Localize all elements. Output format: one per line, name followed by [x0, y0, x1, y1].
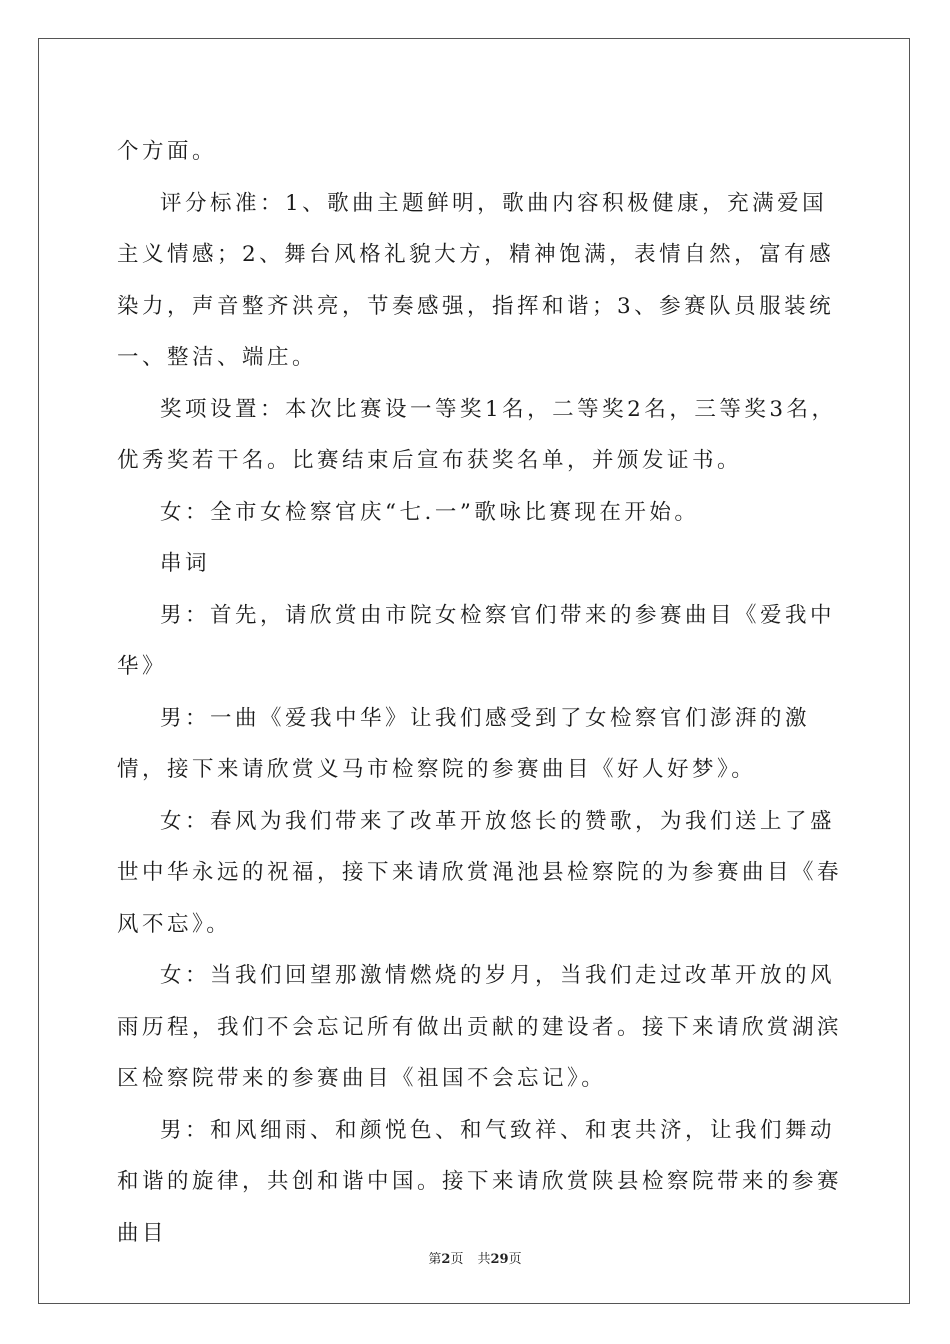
- total-pages-number: 29: [490, 1252, 509, 1267]
- total-prefix: 共: [477, 1252, 491, 1267]
- paragraph-script-line: 男：首先，请欣赏由市院女检察官们带来的参赛曲目《爱我中华》: [117, 602, 836, 679]
- paragraph-script-line: 男：一曲《爱我中华》让我们感受到了女检察官们澎湃的激情，接下来请欣赏义马市检察院的参赛曲目《好人好梦》。: [117, 705, 811, 782]
- page-suffix: 页: [450, 1252, 464, 1267]
- current-page-number: 2: [441, 1252, 451, 1267]
- section-heading-script: 串词: [160, 551, 211, 576]
- paragraph-continuation: 个方面。: [117, 139, 218, 164]
- page-footer: [0, 1248, 950, 1267]
- document-body: [117, 126, 847, 1259]
- paragraph-scoring-criteria: 评分标准：1、歌曲主题鲜明，歌曲内容积极健康，充满爱国主义情感；2、舞台风格礼貌大方，精神饱满，表情自然，富有感染力，声音整齐洪亮，节奏感强，指挥和谐；3、参赛队员服装统一、整洁、端庄。: [117, 190, 835, 370]
- total-suffix: 页: [508, 1252, 522, 1267]
- paragraph-script-line: 女：春风为我们带来了改革开放悠长的赞歌，为我们送上了盛世中华永远的祝福，接下来请欣赏渑池县检察院的为参赛曲目《春风不忘》。: [117, 808, 843, 937]
- paragraph-awards: 奖项设置：本次比赛设一等奖1名，二等奖2名，三等奖3名，优秀奖若干名。比赛结束后宣布获奖名单，并颁发证书。: [117, 396, 837, 473]
- page-prefix: 第: [428, 1252, 442, 1267]
- paragraph-script-line: 女：当我们回望那激情燃烧的岁月，当我们走过改革开放的风雨历程，我们不会忘记所有做出贡献的建设者。接下来请欣赏湖滨区检察院带来的参赛曲目《祖国不会忘记》。: [117, 963, 843, 1091]
- paragraph-opening-line: 女：全市女检察官庆“七.一”歌咏比赛现在开始。: [160, 499, 700, 525]
- paragraph-script-line: 男：和风细雨、和颜悦色、和气致祥、和衷共济，让我们舞动和谐的旋律，共创和谐中国。接下来请欣赏陕县检察院带来的参赛曲目: [117, 1117, 843, 1246]
